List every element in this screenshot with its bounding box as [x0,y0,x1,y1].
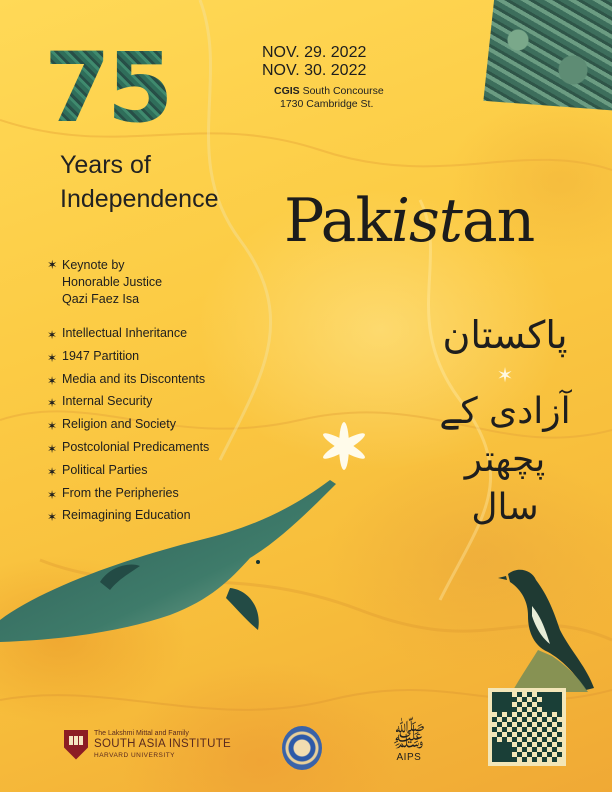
subtitle-line-2: Independence [60,185,219,213]
asterisk-bullet-icon: ✶ [47,350,58,365]
aips-logo-icon: ﷺ [392,720,426,753]
keynote-line-2: Honorable Justice [62,275,163,289]
list-item: ✶ Intellectual Inheritance [47,326,188,342]
list-item: ✶ Internal Security [47,394,153,411]
subtitle-line-1: Years of [60,151,151,179]
urdu-line-1: پاکستان [442,313,568,357]
urdu-line-3: پچھتر [464,439,546,480]
keynote-line-3: Qazi Faez Isa [62,292,140,306]
venue-building: CGIS [274,85,300,97]
south-asia-institute-logo [64,728,231,761]
keynote-line-1: Keynote by [62,258,125,272]
asterisk-bullet-icon: ✶ [47,258,58,272]
venue-location: South Concourse [299,85,384,97]
keynote [47,257,163,308]
harvard-shield-icon [64,730,88,760]
asterisk-bullet-icon: ✶ [47,419,58,434]
urdu-line-4: سال [471,487,539,528]
asterisk-bullet-icon: ✶ [47,487,58,502]
asterisk-bullet-icon: ✶ [47,396,58,411]
university-emblem-icon [282,726,322,770]
asterisk-bullet-icon: ✶ [47,464,58,479]
urdu-separator-star-icon: ✶ [496,363,514,387]
asterisk-bullet-icon: ✶ [47,373,58,388]
urdu-line-2: آزادی کے [439,391,571,432]
asterisk-bullet-icon: ✶ [47,441,58,456]
list-item: ✶ 1947 Partition [47,348,140,365]
list-item: ✶ Religion and Society [47,417,176,434]
anniversary-number: 75th [44,32,203,144]
list-item: ✶ From the Peripheries [47,485,179,502]
anniversary-suffix: th [169,41,203,74]
venue [274,85,384,111]
list-item: ✶ Political Parties [47,462,148,479]
aips-label: AIPS [396,752,422,763]
decorative-tile-image [478,0,612,120]
urdu-title [420,308,590,532]
sai-text [94,728,231,761]
qr-code[interactable] [488,688,566,766]
sea-star-icon [310,418,382,478]
bird-illustration [498,566,598,696]
date-1: NOV. 29. 2022 [262,44,367,61]
list-item: ✶ Reimagining Education [47,508,191,525]
aips-logo [392,722,426,763]
list-item: ✶ Postcolonial Predicaments [47,439,210,456]
main-title: Pakistan [284,186,535,256]
sai-line-1: The Lakshmi Mittal and Family [94,730,189,737]
event-dates [262,44,366,80]
list-item: ✶ Media and its Discontents [47,371,206,388]
subtitle [60,148,218,216]
sai-line-2: SOUTH ASIA INSTITUTE [94,738,231,750]
qr-code-pattern [492,692,562,762]
asterisk-bullet-icon: ✶ [47,328,58,342]
date-2: NOV. 30. 2022 [262,62,367,79]
venue-address: 1730 Cambridge St. [280,98,374,110]
sai-line-3: HARVARD UNIVERSITY [94,752,175,759]
asterisk-bullet-icon: ✶ [47,510,58,525]
dolphin-illustration [0,470,340,660]
main-title-italic: ist [390,186,462,256]
